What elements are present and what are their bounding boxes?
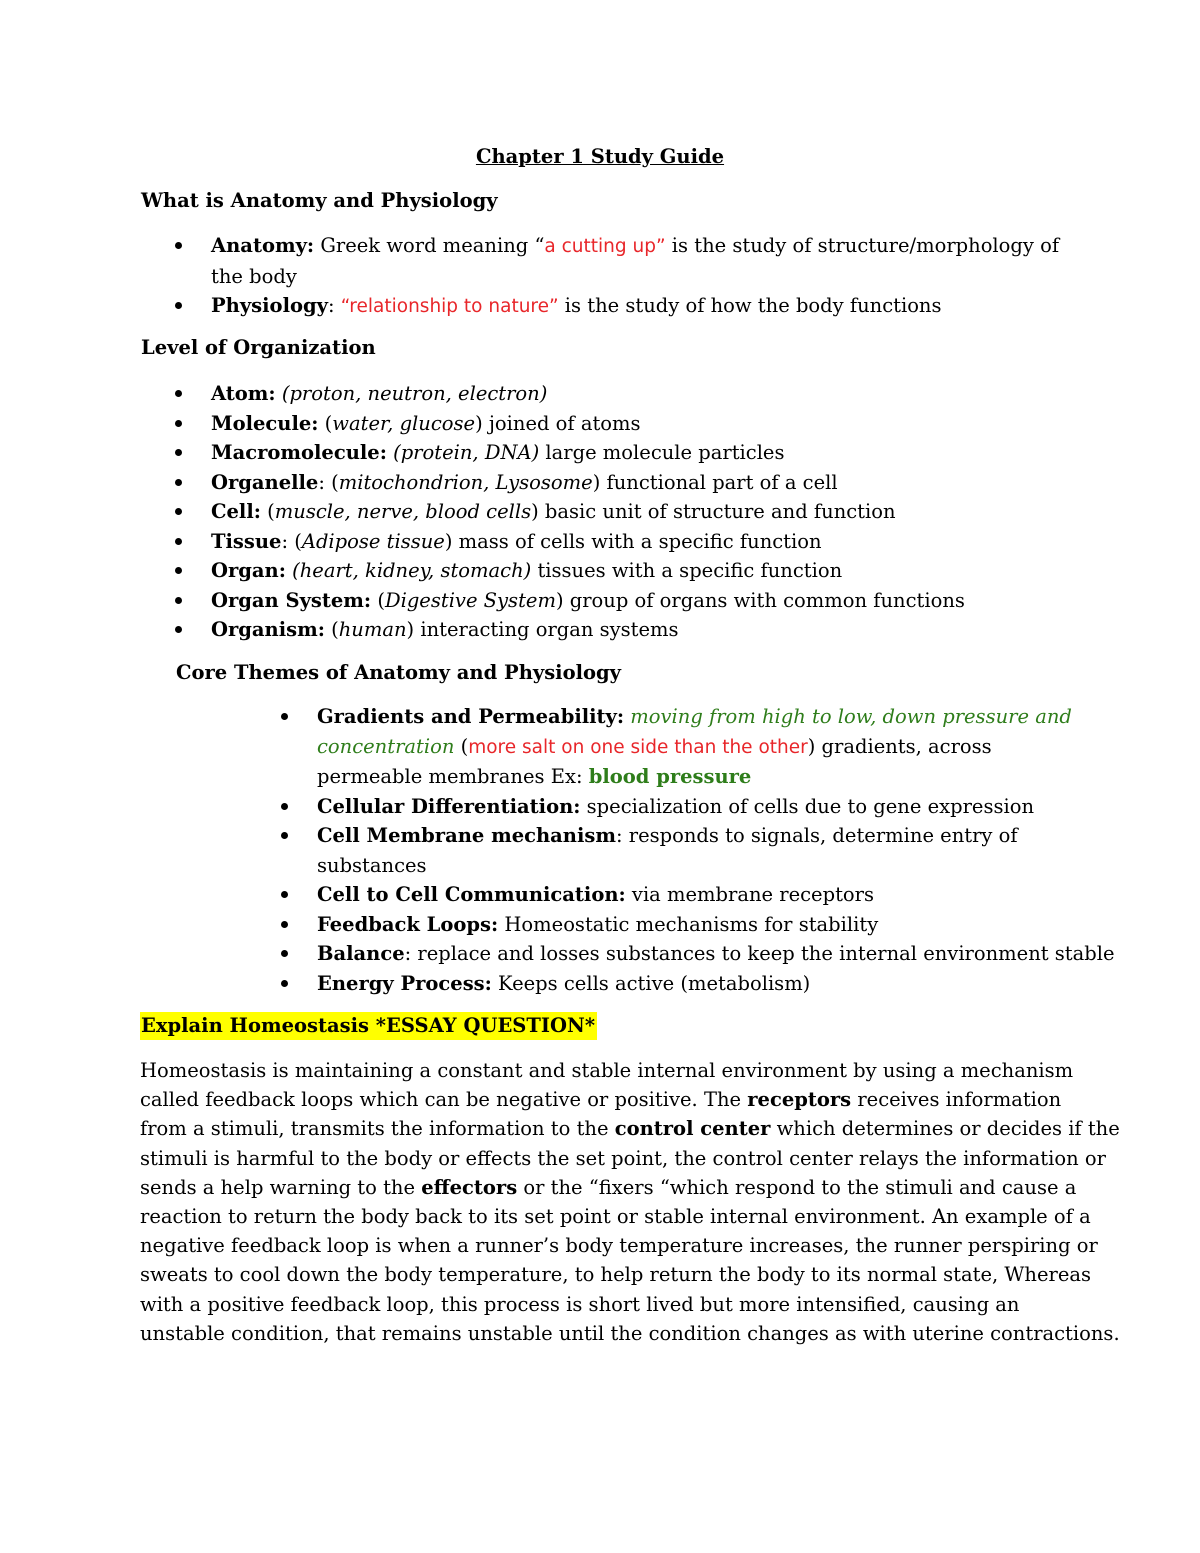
essay-paragraph: Homeostasis is maintaining a constant and stable internal environment by using a mechanism called feedback loops which can be negative or positive. The receptors receives information from a stimuli, transmits the information to the control center which determines or decides if the stimuli is harmful to the body or effects the set point, the control center relays the information or sends a help warning to the effectors or the “fixers “which respond to the stimuli and cause a reaction to return the body back to its set point or stable internal environment. An example of a negative feedback loop is when a runner’s body temperature increases, the runner perspiring or sweats to cool down the body temperature, to help return the body to its normal state, Whereas with a positive feedback loop, this process is short lived but more intensified, causing an unstable condition, that remains unstable until the condition changes as with uterine contractions.: [140, 1059, 1120, 1345]
highlight-text: a cutting up”: [544, 236, 666, 257]
list-item: Cell Membrane mechanism: responds to signals, determine entry of: [317, 821, 1115, 851]
bullet-icon: [281, 950, 288, 957]
section-heading-core-themes: Core Themes of Anatomy and Physiology: [176, 661, 621, 684]
bullet-icon: [175, 390, 182, 397]
page-title: Chapter 1 Study Guide: [475, 145, 725, 168]
list-item: Organelle: (mitochondrion, Lysosome) functional part of a cell: [211, 468, 965, 498]
list-item: Macromolecule: (protein, DNA) large molecule particles: [211, 438, 965, 468]
bullet-icon: [175, 420, 182, 427]
anatomy-physiology-list: [211, 231, 1059, 322]
section-heading-anatomy-physiology: What is Anatomy and Physiology: [141, 189, 498, 212]
bullet-icon: [281, 832, 288, 839]
keyword-control-center: control center: [614, 1117, 771, 1141]
bullet-icon: [281, 713, 288, 720]
list-item: Cell: (muscle, nerve, blood cells) basic unit of structure and function: [211, 497, 965, 527]
bullet-icon: [175, 302, 182, 309]
list-item-continuation: the body: [211, 264, 297, 288]
section-heading-level-of-organization: Level of Organization: [141, 336, 376, 359]
bullet-icon: [281, 891, 288, 898]
term: Anatomy:: [211, 234, 315, 257]
list-item: Anatomy: Greek word meaning “a cutting up” is the study of structure/morphology of: [211, 231, 1059, 262]
bullet-icon: [175, 597, 182, 604]
bullet-icon: [281, 980, 288, 987]
bullet-icon: [281, 921, 288, 928]
keyword-receptors: receptors: [747, 1088, 852, 1112]
bullet-icon: [175, 449, 182, 456]
bullet-icon: [175, 626, 182, 633]
list-item-continuation: permeable membranes Ex: blood pressure: [317, 765, 752, 788]
bullet-icon: [281, 803, 288, 810]
list-item: Molecule: (water, glucose) joined of atoms: [211, 409, 965, 439]
keyword-effectors: effectors: [421, 1175, 518, 1199]
bullet-icon: [175, 508, 182, 515]
list-item-continuation: concentration (more salt on one side than the other) gradients, across: [317, 734, 992, 758]
list-item: Tissue: (Adipose tissue) mass of cells with a specific function: [211, 527, 965, 557]
list-item: Cellular Differentiation: specialization of cells due to gene expression: [317, 792, 1115, 822]
list-item: Gradients and Permeability: moving from high to low, down pressure and: [317, 702, 1115, 732]
bullet-icon: [175, 567, 182, 574]
list-item: Organ System: (Digestive System) group of organs with common functions: [211, 586, 965, 616]
bullet-icon: [175, 538, 182, 545]
term: Physiology: [211, 294, 328, 317]
list-item: Organ: (heart, kidney, stomach) tissues with a specific function: [211, 556, 965, 586]
highlight-text: “relationship to nature”: [340, 296, 559, 317]
essay-heading: Explain Homeostasis *ESSAY QUESTION*: [140, 1012, 597, 1040]
core-themes-list: [317, 702, 1115, 998]
list-item: Atom: (proton, neutron, electron): [211, 379, 965, 409]
list-item: Balance: replace and losses substances to keep the internal environment stable: [317, 939, 1115, 969]
list-item: Feedback Loops: Homeostatic mechanisms for stability: [317, 910, 1115, 940]
list-item: Cell to Cell Communication: via membrane receptors: [317, 880, 1115, 910]
list-item: Organism: (human) interacting organ systems: [211, 615, 965, 645]
organization-levels-list: [211, 379, 965, 645]
bullet-icon: [175, 242, 182, 249]
list-item: Energy Process: Keeps cells active (metabolism): [317, 969, 1115, 999]
list-item: Physiology: “relationship to nature” is the study of how the body functions: [211, 291, 1059, 322]
bullet-icon: [175, 479, 182, 486]
list-item-continuation: substances: [317, 853, 427, 877]
